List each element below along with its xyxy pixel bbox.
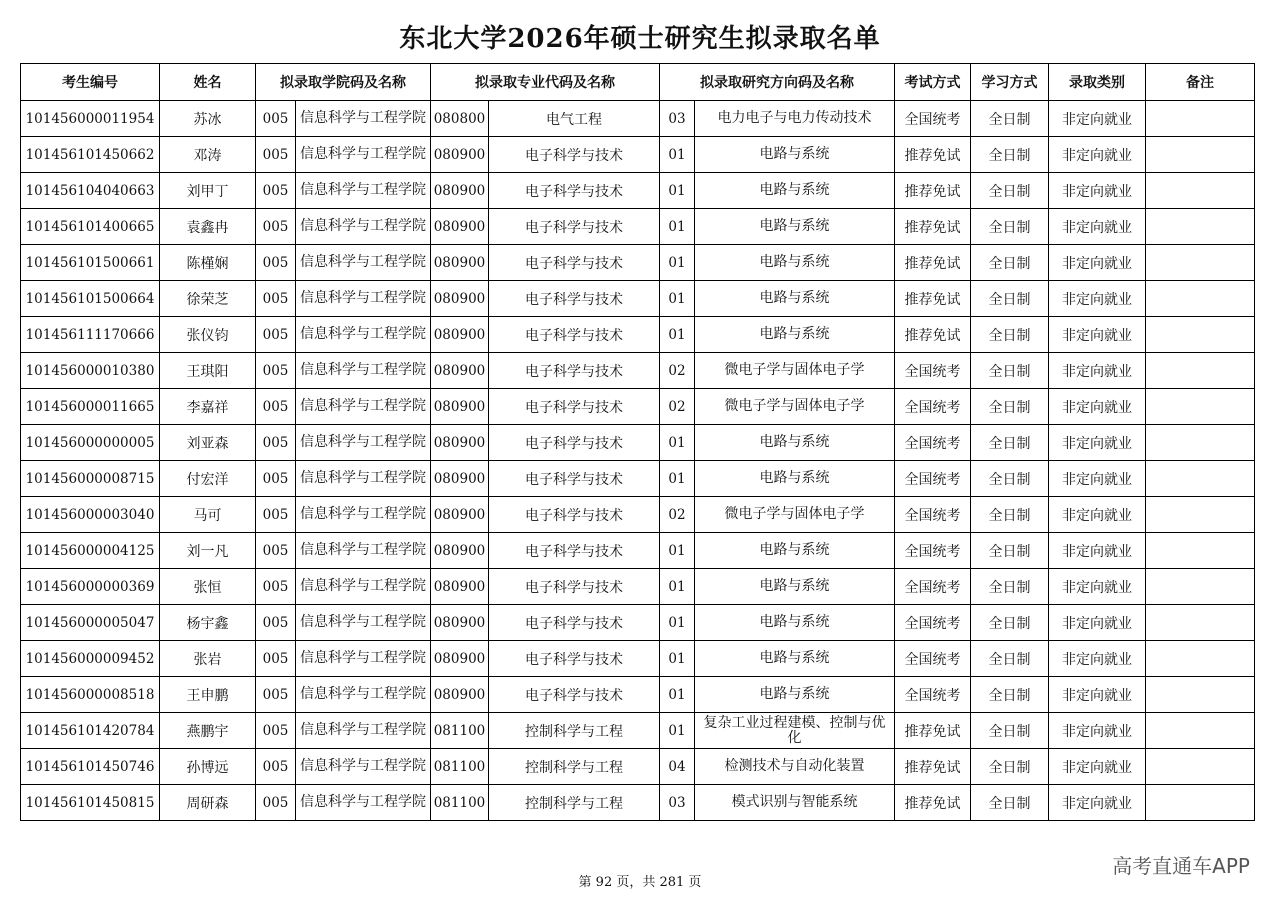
cell-candidate-id: 101456000008715 bbox=[21, 461, 160, 497]
table-row bbox=[21, 569, 1255, 605]
cell-direction-name: 电路与系统 bbox=[695, 173, 895, 209]
cell-direction-code: 01 bbox=[660, 209, 695, 245]
cell-major-code: 081100 bbox=[431, 785, 489, 821]
cell-direction-name: 电路与系统 bbox=[695, 533, 895, 569]
cell-category: 非定向就业 bbox=[1049, 389, 1146, 425]
cell-exam-type: 推荐免试 bbox=[895, 173, 971, 209]
cell-name: 张恒 bbox=[160, 569, 256, 605]
cell-major-code: 080900 bbox=[431, 353, 489, 389]
cell-category: 非定向就业 bbox=[1049, 281, 1146, 317]
cell-college-name: 信息科学与工程学院 bbox=[296, 173, 431, 209]
cell-major-code: 080900 bbox=[431, 605, 489, 641]
page-number: 第 92 页，共 281 页 bbox=[578, 875, 702, 890]
cell-college-code: 005 bbox=[256, 461, 296, 497]
cell-study-mode: 全日制 bbox=[971, 245, 1049, 281]
cell-name: 袁鑫冉 bbox=[160, 209, 256, 245]
table-row bbox=[21, 533, 1255, 569]
cell-candidate-id: 101456101450746 bbox=[21, 749, 160, 785]
cell-major-name: 电子科学与技术 bbox=[489, 317, 660, 353]
cell-college-code: 005 bbox=[256, 317, 296, 353]
cell-college-code: 005 bbox=[256, 245, 296, 281]
cell-category: 非定向就业 bbox=[1049, 173, 1146, 209]
table-row bbox=[21, 173, 1255, 209]
cell-study-mode: 全日制 bbox=[971, 713, 1049, 749]
cell-candidate-id: 101456101450815 bbox=[21, 785, 160, 821]
cell-category: 非定向就业 bbox=[1049, 677, 1146, 713]
cell-category: 非定向就业 bbox=[1049, 245, 1146, 281]
header-remark: 备注 bbox=[1146, 64, 1255, 101]
cell-candidate-id: 101456101450662 bbox=[21, 137, 160, 173]
cell-major-code: 080900 bbox=[431, 677, 489, 713]
cell-college-code: 005 bbox=[256, 209, 296, 245]
table-row bbox=[21, 461, 1255, 497]
table-row bbox=[21, 389, 1255, 425]
cell-college-code: 005 bbox=[256, 389, 296, 425]
table-row bbox=[21, 281, 1255, 317]
cell-candidate-id: 101456101400665 bbox=[21, 209, 160, 245]
cell-category: 非定向就业 bbox=[1049, 353, 1146, 389]
cell-remark bbox=[1146, 353, 1255, 389]
cell-category: 非定向就业 bbox=[1049, 533, 1146, 569]
cell-remark bbox=[1146, 641, 1255, 677]
cell-study-mode: 全日制 bbox=[971, 173, 1049, 209]
cell-college-code: 005 bbox=[256, 605, 296, 641]
cell-name: 刘甲丁 bbox=[160, 173, 256, 209]
table-row bbox=[21, 101, 1255, 137]
cell-direction-name: 电路与系统 bbox=[695, 641, 895, 677]
cell-major-code: 080900 bbox=[431, 137, 489, 173]
cell-college-code: 005 bbox=[256, 101, 296, 137]
cell-major-name: 电子科学与技术 bbox=[489, 461, 660, 497]
cell-college-name: 信息科学与工程学院 bbox=[296, 569, 431, 605]
cell-college-code: 005 bbox=[256, 569, 296, 605]
cell-college-name: 信息科学与工程学院 bbox=[296, 533, 431, 569]
cell-remark bbox=[1146, 425, 1255, 461]
cell-exam-type: 全国统考 bbox=[895, 425, 971, 461]
cell-candidate-id: 101456000005047 bbox=[21, 605, 160, 641]
table-row bbox=[21, 209, 1255, 245]
cell-college-code: 005 bbox=[256, 677, 296, 713]
cell-major-name: 电子科学与技术 bbox=[489, 569, 660, 605]
cell-remark bbox=[1146, 605, 1255, 641]
cell-direction-name: 电路与系统 bbox=[695, 461, 895, 497]
cell-college-name: 信息科学与工程学院 bbox=[296, 713, 431, 749]
cell-name: 李嘉祥 bbox=[160, 389, 256, 425]
cell-college-code: 005 bbox=[256, 713, 296, 749]
cell-remark bbox=[1146, 677, 1255, 713]
cell-category: 非定向就业 bbox=[1049, 317, 1146, 353]
cell-remark bbox=[1146, 101, 1255, 137]
header-college: 拟录取学院码及名称 bbox=[256, 64, 431, 101]
cell-major-name: 电子科学与技术 bbox=[489, 173, 660, 209]
cell-study-mode: 全日制 bbox=[971, 569, 1049, 605]
cell-study-mode: 全日制 bbox=[971, 137, 1049, 173]
watermark-text: 高考直通车APP bbox=[1112, 854, 1250, 878]
cell-exam-type: 全国统考 bbox=[895, 605, 971, 641]
cell-candidate-id: 101456000009452 bbox=[21, 641, 160, 677]
cell-name: 刘一凡 bbox=[160, 533, 256, 569]
cell-major-code: 080900 bbox=[431, 245, 489, 281]
cell-remark bbox=[1146, 173, 1255, 209]
cell-candidate-id: 101456000000005 bbox=[21, 425, 160, 461]
cell-college-name: 信息科学与工程学院 bbox=[296, 461, 431, 497]
cell-college-code: 005 bbox=[256, 281, 296, 317]
cell-college-code: 005 bbox=[256, 425, 296, 461]
cell-exam-type: 推荐免试 bbox=[895, 785, 971, 821]
cell-direction-code: 01 bbox=[660, 569, 695, 605]
cell-college-name: 信息科学与工程学院 bbox=[296, 209, 431, 245]
cell-college-name: 信息科学与工程学院 bbox=[296, 641, 431, 677]
cell-major-name: 电子科学与技术 bbox=[489, 533, 660, 569]
cell-study-mode: 全日制 bbox=[971, 497, 1049, 533]
cell-candidate-id: 101456111170666 bbox=[21, 317, 160, 353]
cell-direction-code: 01 bbox=[660, 173, 695, 209]
cell-major-code: 081100 bbox=[431, 713, 489, 749]
cell-exam-type: 推荐免试 bbox=[895, 317, 971, 353]
cell-college-name: 信息科学与工程学院 bbox=[296, 389, 431, 425]
cell-college-code: 005 bbox=[256, 641, 296, 677]
cell-name: 周研森 bbox=[160, 785, 256, 821]
cell-candidate-id: 101456101420784 bbox=[21, 713, 160, 749]
cell-candidate-id: 101456000004125 bbox=[21, 533, 160, 569]
cell-category: 非定向就业 bbox=[1049, 101, 1146, 137]
cell-direction-code: 01 bbox=[660, 641, 695, 677]
cell-major-name: 电子科学与技术 bbox=[489, 245, 660, 281]
cell-direction-code: 01 bbox=[660, 281, 695, 317]
cell-college-name: 信息科学与工程学院 bbox=[296, 677, 431, 713]
cell-candidate-id: 101456101500661 bbox=[21, 245, 160, 281]
cell-name: 苏冰 bbox=[160, 101, 256, 137]
table-row bbox=[21, 245, 1255, 281]
cell-category: 非定向就业 bbox=[1049, 137, 1146, 173]
cell-name: 马可 bbox=[160, 497, 256, 533]
cell-exam-type: 推荐免试 bbox=[895, 245, 971, 281]
cell-exam-type: 推荐免试 bbox=[895, 713, 971, 749]
cell-college-code: 005 bbox=[256, 749, 296, 785]
cell-category: 非定向就业 bbox=[1049, 785, 1146, 821]
cell-major-name: 电子科学与技术 bbox=[489, 281, 660, 317]
cell-direction-code: 02 bbox=[660, 353, 695, 389]
cell-major-name: 电子科学与技术 bbox=[489, 497, 660, 533]
cell-college-name: 信息科学与工程学院 bbox=[296, 605, 431, 641]
cell-college-name: 信息科学与工程学院 bbox=[296, 101, 431, 137]
cell-remark bbox=[1146, 569, 1255, 605]
cell-direction-name: 电路与系统 bbox=[695, 425, 895, 461]
cell-direction-code: 03 bbox=[660, 785, 695, 821]
cell-study-mode: 全日制 bbox=[971, 389, 1049, 425]
cell-direction-name: 模式识别与智能系统 bbox=[695, 785, 895, 821]
cell-major-name: 电子科学与技术 bbox=[489, 425, 660, 461]
cell-college-code: 005 bbox=[256, 785, 296, 821]
cell-college-code: 005 bbox=[256, 533, 296, 569]
cell-direction-code: 02 bbox=[660, 497, 695, 533]
cell-category: 非定向就业 bbox=[1049, 569, 1146, 605]
cell-category: 非定向就业 bbox=[1049, 749, 1146, 785]
header-category: 录取类别 bbox=[1049, 64, 1146, 101]
cell-direction-name: 电路与系统 bbox=[695, 209, 895, 245]
cell-direction-code: 03 bbox=[660, 101, 695, 137]
cell-remark bbox=[1146, 461, 1255, 497]
header-candidate-id: 考生编号 bbox=[21, 64, 160, 101]
cell-major-name: 电子科学与技术 bbox=[489, 137, 660, 173]
cell-major-code: 080900 bbox=[431, 209, 489, 245]
cell-college-name: 信息科学与工程学院 bbox=[296, 497, 431, 533]
cell-candidate-id: 101456104040663 bbox=[21, 173, 160, 209]
cell-major-code: 080900 bbox=[431, 173, 489, 209]
cell-college-name: 信息科学与工程学院 bbox=[296, 281, 431, 317]
cell-direction-name: 电路与系统 bbox=[695, 605, 895, 641]
cell-direction-name: 电路与系统 bbox=[695, 137, 895, 173]
cell-study-mode: 全日制 bbox=[971, 461, 1049, 497]
cell-direction-code: 04 bbox=[660, 749, 695, 785]
cell-candidate-id: 101456000003040 bbox=[21, 497, 160, 533]
cell-major-code: 080900 bbox=[431, 461, 489, 497]
cell-remark bbox=[1146, 389, 1255, 425]
cell-exam-type: 推荐免试 bbox=[895, 749, 971, 785]
cell-major-code: 081100 bbox=[431, 749, 489, 785]
cell-major-name: 电子科学与技术 bbox=[489, 677, 660, 713]
cell-major-name: 控制科学与工程 bbox=[489, 713, 660, 749]
cell-category: 非定向就业 bbox=[1049, 641, 1146, 677]
cell-major-name: 电气工程 bbox=[489, 101, 660, 137]
cell-major-code: 080900 bbox=[431, 317, 489, 353]
admission-table bbox=[20, 63, 1255, 821]
cell-direction-name: 电路与系统 bbox=[695, 245, 895, 281]
cell-exam-type: 推荐免试 bbox=[895, 281, 971, 317]
cell-direction-name: 电路与系统 bbox=[695, 569, 895, 605]
cell-direction-name: 微电子学与固体电子学 bbox=[695, 497, 895, 533]
cell-study-mode: 全日制 bbox=[971, 677, 1049, 713]
cell-category: 非定向就业 bbox=[1049, 497, 1146, 533]
cell-exam-type: 全国统考 bbox=[895, 677, 971, 713]
cell-study-mode: 全日制 bbox=[971, 605, 1049, 641]
header-study-mode: 学习方式 bbox=[971, 64, 1049, 101]
header-major: 拟录取专业代码及名称 bbox=[431, 64, 660, 101]
cell-direction-code: 01 bbox=[660, 605, 695, 641]
cell-direction-code: 01 bbox=[660, 461, 695, 497]
cell-category: 非定向就业 bbox=[1049, 713, 1146, 749]
cell-college-code: 005 bbox=[256, 497, 296, 533]
cell-major-code: 080900 bbox=[431, 425, 489, 461]
cell-direction-name: 电力电子与电力传动技术 bbox=[695, 101, 895, 137]
cell-exam-type: 全国统考 bbox=[895, 569, 971, 605]
cell-study-mode: 全日制 bbox=[971, 101, 1049, 137]
cell-candidate-id: 101456000010380 bbox=[21, 353, 160, 389]
cell-name: 刘亚森 bbox=[160, 425, 256, 461]
cell-major-name: 电子科学与技术 bbox=[489, 605, 660, 641]
cell-college-name: 信息科学与工程学院 bbox=[296, 425, 431, 461]
cell-direction-name: 电路与系统 bbox=[695, 317, 895, 353]
cell-remark bbox=[1146, 245, 1255, 281]
cell-remark bbox=[1146, 209, 1255, 245]
cell-remark bbox=[1146, 281, 1255, 317]
table-row bbox=[21, 497, 1255, 533]
cell-major-code: 080900 bbox=[431, 281, 489, 317]
cell-remark bbox=[1146, 533, 1255, 569]
cell-college-code: 005 bbox=[256, 353, 296, 389]
table-row bbox=[21, 677, 1255, 713]
cell-direction-code: 01 bbox=[660, 317, 695, 353]
cell-name: 张仪钧 bbox=[160, 317, 256, 353]
table-row bbox=[21, 137, 1255, 173]
cell-direction-code: 01 bbox=[660, 245, 695, 281]
cell-major-code: 080800 bbox=[431, 101, 489, 137]
cell-name: 张岩 bbox=[160, 641, 256, 677]
cell-college-name: 信息科学与工程学院 bbox=[296, 137, 431, 173]
cell-college-name: 信息科学与工程学院 bbox=[296, 245, 431, 281]
table-row bbox=[21, 317, 1255, 353]
cell-name: 陈槿娴 bbox=[160, 245, 256, 281]
table-body bbox=[21, 101, 1255, 821]
cell-candidate-id: 101456000000369 bbox=[21, 569, 160, 605]
cell-name: 徐荣芝 bbox=[160, 281, 256, 317]
cell-exam-type: 全国统考 bbox=[895, 389, 971, 425]
cell-remark bbox=[1146, 137, 1255, 173]
document-title: 东北大学2026年硕士研究生拟录取名单 bbox=[399, 24, 881, 54]
cell-name: 王琪阳 bbox=[160, 353, 256, 389]
cell-study-mode: 全日制 bbox=[971, 533, 1049, 569]
cell-name: 邓涛 bbox=[160, 137, 256, 173]
cell-name: 付宏洋 bbox=[160, 461, 256, 497]
cell-major-code: 080900 bbox=[431, 533, 489, 569]
cell-exam-type: 推荐免试 bbox=[895, 137, 971, 173]
cell-category: 非定向就业 bbox=[1049, 425, 1146, 461]
cell-major-name: 电子科学与技术 bbox=[489, 209, 660, 245]
cell-major-name: 电子科学与技术 bbox=[489, 641, 660, 677]
cell-candidate-id: 101456000011954 bbox=[21, 101, 160, 137]
cell-name: 王申鹏 bbox=[160, 677, 256, 713]
cell-direction-name: 检测技术与自动化装置 bbox=[695, 749, 895, 785]
table-header-row bbox=[21, 64, 1255, 101]
cell-direction-name: 电路与系统 bbox=[695, 677, 895, 713]
cell-remark bbox=[1146, 749, 1255, 785]
table-row bbox=[21, 713, 1255, 749]
cell-study-mode: 全日制 bbox=[971, 785, 1049, 821]
table-row bbox=[21, 749, 1255, 785]
cell-name: 孙博远 bbox=[160, 749, 256, 785]
cell-direction-code: 02 bbox=[660, 389, 695, 425]
cell-direction-name: 电路与系统 bbox=[695, 281, 895, 317]
cell-remark bbox=[1146, 497, 1255, 533]
header-name: 姓名 bbox=[160, 64, 256, 101]
cell-study-mode: 全日制 bbox=[971, 353, 1049, 389]
cell-study-mode: 全日制 bbox=[971, 641, 1049, 677]
cell-study-mode: 全日制 bbox=[971, 749, 1049, 785]
table-row bbox=[21, 605, 1255, 641]
cell-candidate-id: 101456101500664 bbox=[21, 281, 160, 317]
cell-category: 非定向就业 bbox=[1049, 209, 1146, 245]
table-row bbox=[21, 353, 1255, 389]
cell-exam-type: 全国统考 bbox=[895, 533, 971, 569]
cell-candidate-id: 101456000011665 bbox=[21, 389, 160, 425]
cell-study-mode: 全日制 bbox=[971, 281, 1049, 317]
cell-college-name: 信息科学与工程学院 bbox=[296, 785, 431, 821]
cell-name: 燕鹏宇 bbox=[160, 713, 256, 749]
cell-exam-type: 全国统考 bbox=[895, 461, 971, 497]
cell-direction-name: 微电子学与固体电子学 bbox=[695, 389, 895, 425]
cell-college-name: 信息科学与工程学院 bbox=[296, 317, 431, 353]
cell-remark bbox=[1146, 785, 1255, 821]
table-row bbox=[21, 785, 1255, 821]
cell-direction-code: 01 bbox=[660, 713, 695, 749]
cell-college-code: 005 bbox=[256, 173, 296, 209]
cell-exam-type: 推荐免试 bbox=[895, 209, 971, 245]
cell-category: 非定向就业 bbox=[1049, 461, 1146, 497]
cell-college-code: 005 bbox=[256, 137, 296, 173]
cell-major-code: 080900 bbox=[431, 569, 489, 605]
cell-college-name: 信息科学与工程学院 bbox=[296, 749, 431, 785]
cell-candidate-id: 101456000008518 bbox=[21, 677, 160, 713]
cell-direction-code: 01 bbox=[660, 137, 695, 173]
cell-major-name: 控制科学与工程 bbox=[489, 785, 660, 821]
table-row bbox=[21, 641, 1255, 677]
cell-major-name: 电子科学与技术 bbox=[489, 389, 660, 425]
cell-direction-name: 复杂工业过程建模、控制与优化 bbox=[695, 713, 895, 749]
cell-study-mode: 全日制 bbox=[971, 209, 1049, 245]
cell-major-code: 080900 bbox=[431, 641, 489, 677]
cell-remark bbox=[1146, 317, 1255, 353]
cell-major-code: 080900 bbox=[431, 497, 489, 533]
cell-college-name: 信息科学与工程学院 bbox=[296, 353, 431, 389]
cell-category: 非定向就业 bbox=[1049, 605, 1146, 641]
cell-major-code: 080900 bbox=[431, 389, 489, 425]
cell-exam-type: 全国统考 bbox=[895, 641, 971, 677]
cell-direction-name: 微电子学与固体电子学 bbox=[695, 353, 895, 389]
cell-exam-type: 全国统考 bbox=[895, 101, 971, 137]
cell-study-mode: 全日制 bbox=[971, 425, 1049, 461]
cell-direction-code: 01 bbox=[660, 533, 695, 569]
cell-remark bbox=[1146, 713, 1255, 749]
cell-exam-type: 全国统考 bbox=[895, 497, 971, 533]
cell-name: 杨宇鑫 bbox=[160, 605, 256, 641]
cell-direction-code: 01 bbox=[660, 425, 695, 461]
cell-exam-type: 全国统考 bbox=[895, 353, 971, 389]
cell-major-name: 控制科学与工程 bbox=[489, 749, 660, 785]
table-row bbox=[21, 425, 1255, 461]
cell-direction-code: 01 bbox=[660, 677, 695, 713]
cell-major-name: 电子科学与技术 bbox=[489, 353, 660, 389]
header-exam-type: 考试方式 bbox=[895, 64, 971, 101]
cell-study-mode: 全日制 bbox=[971, 317, 1049, 353]
header-direction: 拟录取研究方向码及名称 bbox=[660, 64, 895, 101]
